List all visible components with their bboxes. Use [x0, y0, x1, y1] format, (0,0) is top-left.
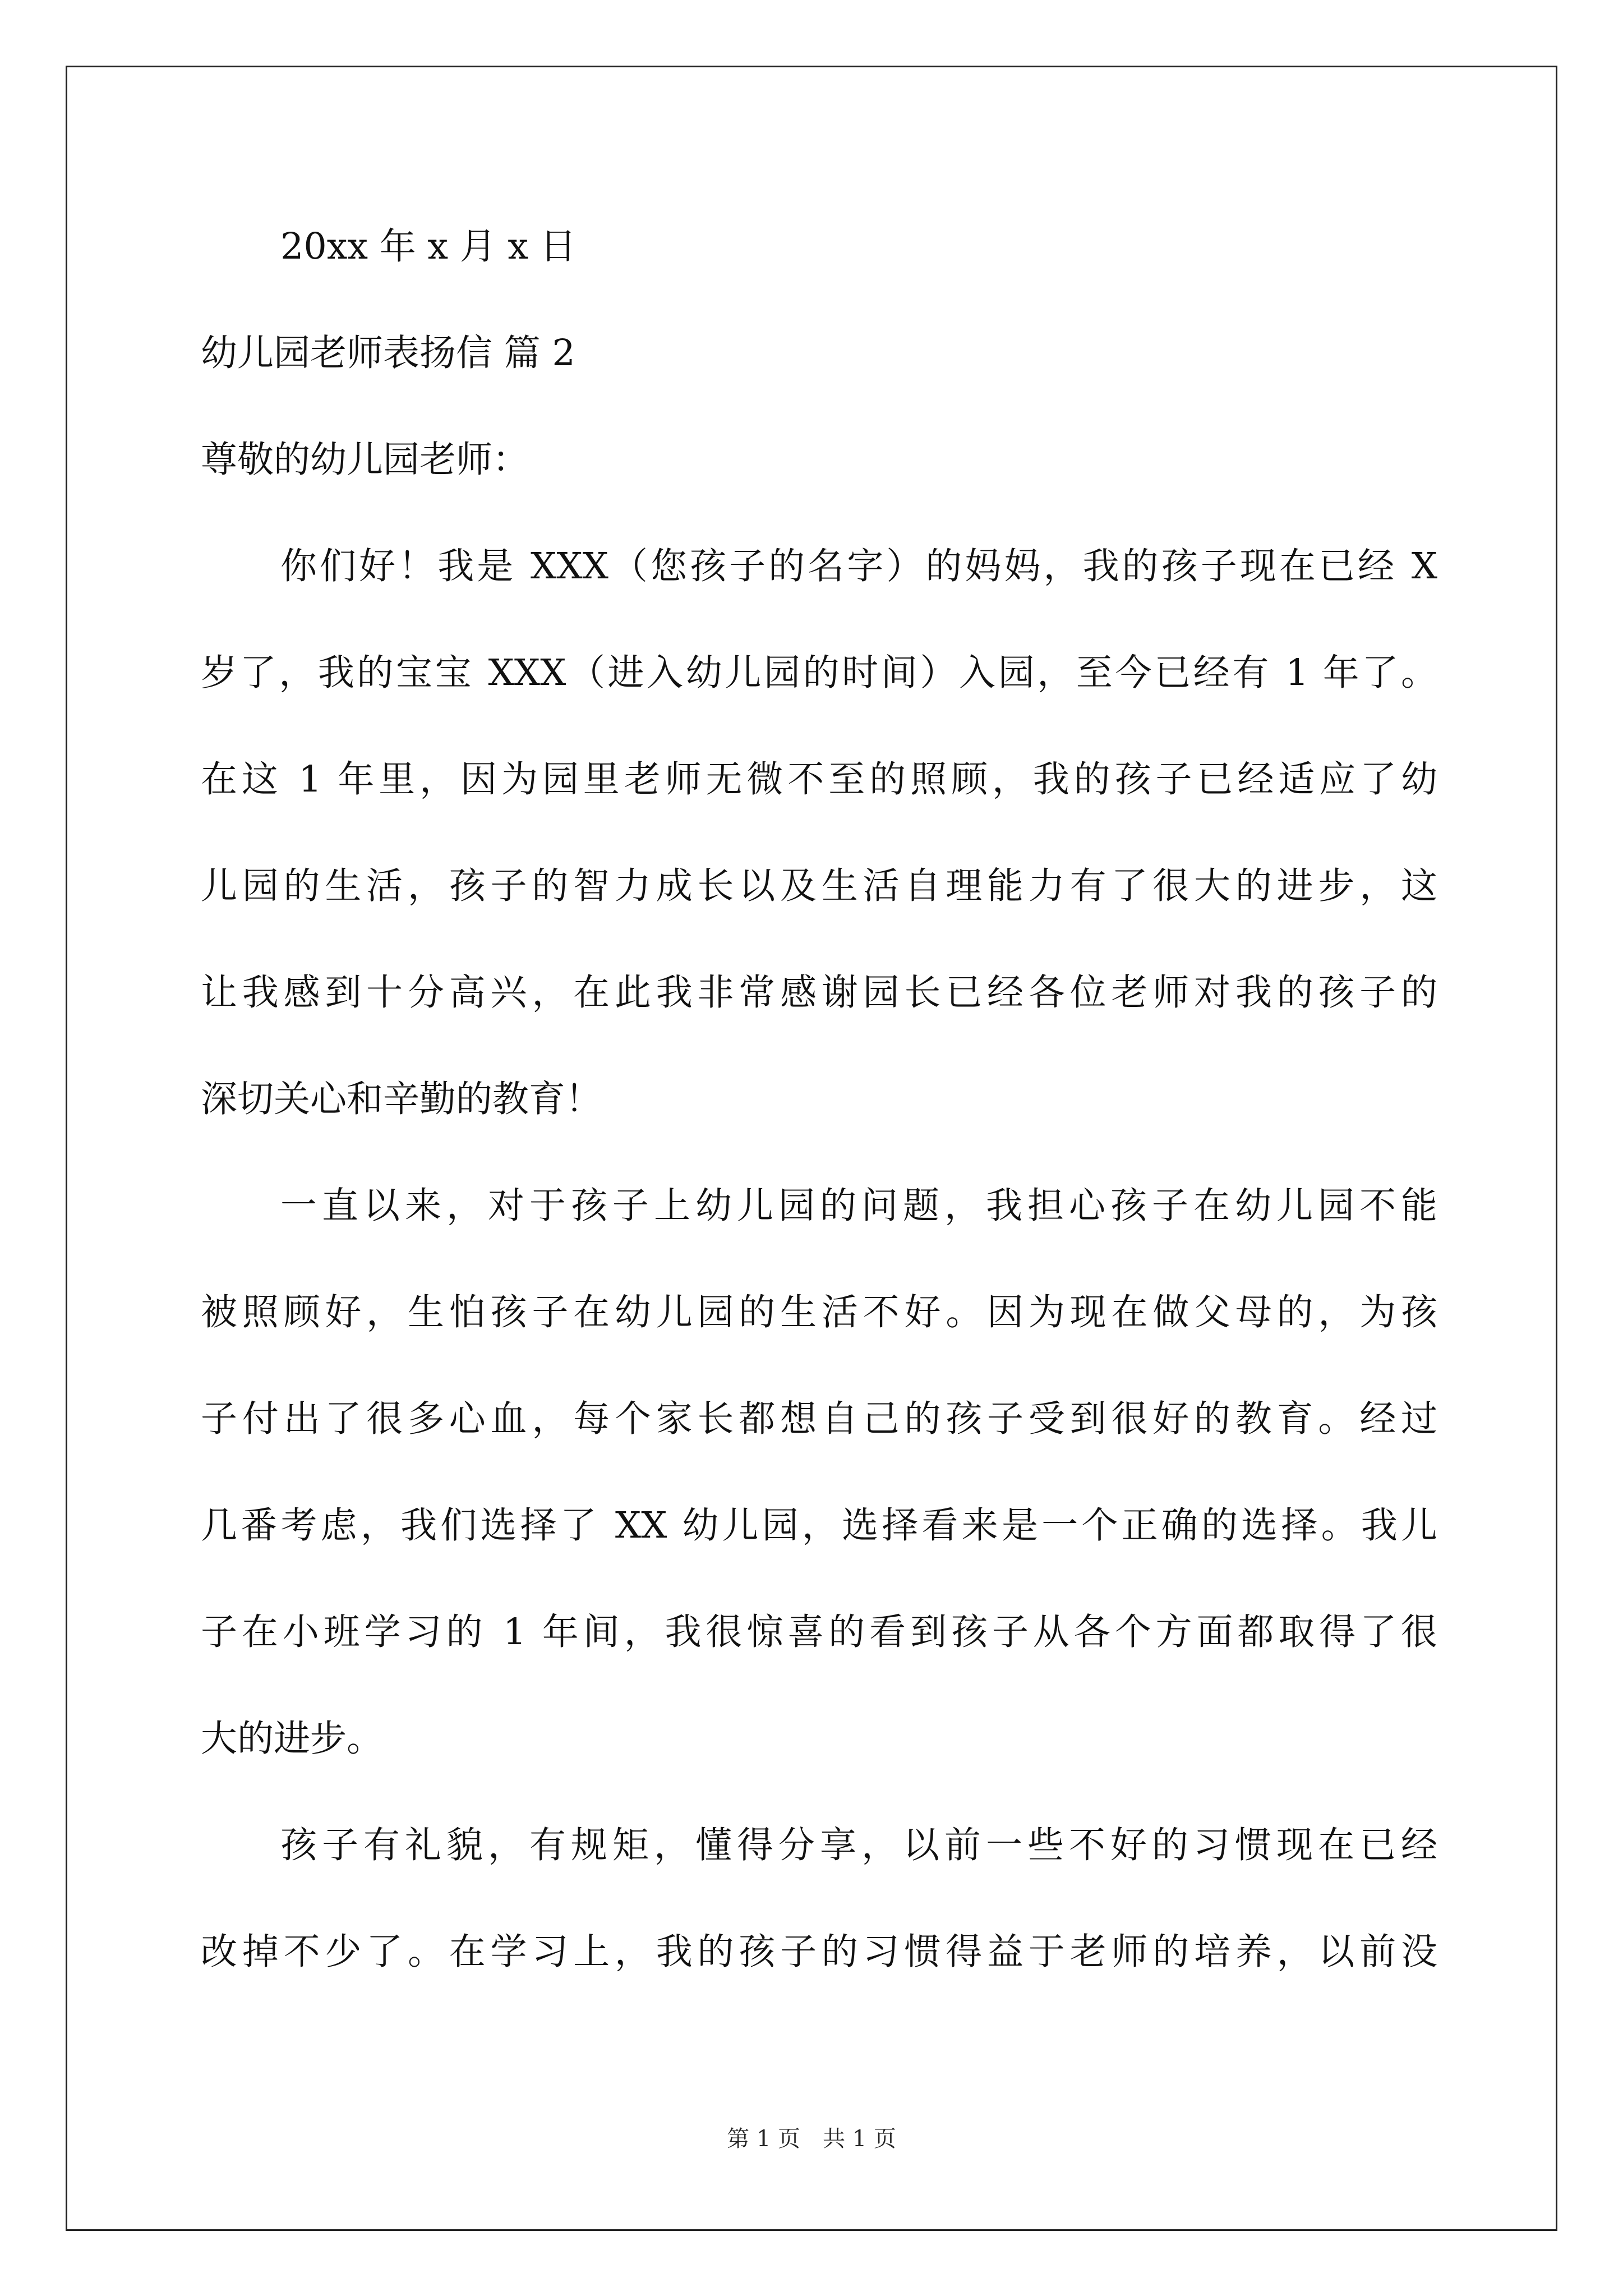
page-footer: 第 1 页 共 1 页 [727, 2126, 896, 2152]
paragraph-3-line-1: 孩子有礼貌，有规矩，懂得分享，以前一些不好的习惯现在已经 [280, 1824, 1437, 1866]
page-border [66, 66, 1557, 2231]
paragraph-2-line-2: 被照顾好，生怕孩子在幼儿园的生活不好。因为现在做父母的，为孩 [201, 1291, 1437, 1333]
paragraph-3-line-2: 改掉不少了。在学习上，我的孩子的习惯得益于老师的培养，以前没 [201, 1931, 1437, 1973]
paragraph-1-line-1: 你们好！我是 XXX（您孩子的名字）的妈妈，我的孩子现在已经 X [280, 545, 1437, 587]
paragraph-2-line-5: 子在小班学习的 1 年间，我很惊喜的看到孩子从各个方面都取得了很 [201, 1611, 1437, 1653]
paragraph-1-line-5: 让我感到十分高兴，在此我非常感谢园长已经各位老师对我的孩子的 [201, 972, 1437, 1014]
paragraph-2-line-3: 子付出了很多心血，每个家长都想自己的孩子受到很好的教育。经过 [201, 1398, 1437, 1440]
paragraph-2-line-6: 大的进步。 [201, 1718, 384, 1760]
paragraph-1-line-4: 儿园的生活，孩子的智力成长以及生活自理能力有了很大的进步，这 [201, 865, 1437, 907]
paragraph-2-line-1: 一直以来，对于孩子上幼儿园的问题，我担心孩子在幼儿园不能 [280, 1185, 1437, 1227]
date-line: 20xx 年 x 月 x 日 [280, 226, 577, 268]
paragraph-1-line-2: 岁了，我的宝宝 XXX（进入幼儿园的时间）入园，至今已经有 1 年了。 [201, 652, 1437, 694]
paragraph-1-line-6: 深切关心和辛勤的教育！ [201, 1078, 602, 1120]
paragraph-1-line-3: 在这 1 年里，因为园里老师无微不至的照顾，我的孩子已经适应了幼 [201, 758, 1437, 800]
document-title: 幼儿园老师表扬信 篇 2 [201, 332, 575, 374]
paragraph-2-line-4: 几番考虑，我们选择了 XX 幼儿园，选择看来是一个正确的选择。我儿 [201, 1504, 1437, 1547]
salutation: 尊敬的幼儿园老师： [201, 439, 529, 481]
